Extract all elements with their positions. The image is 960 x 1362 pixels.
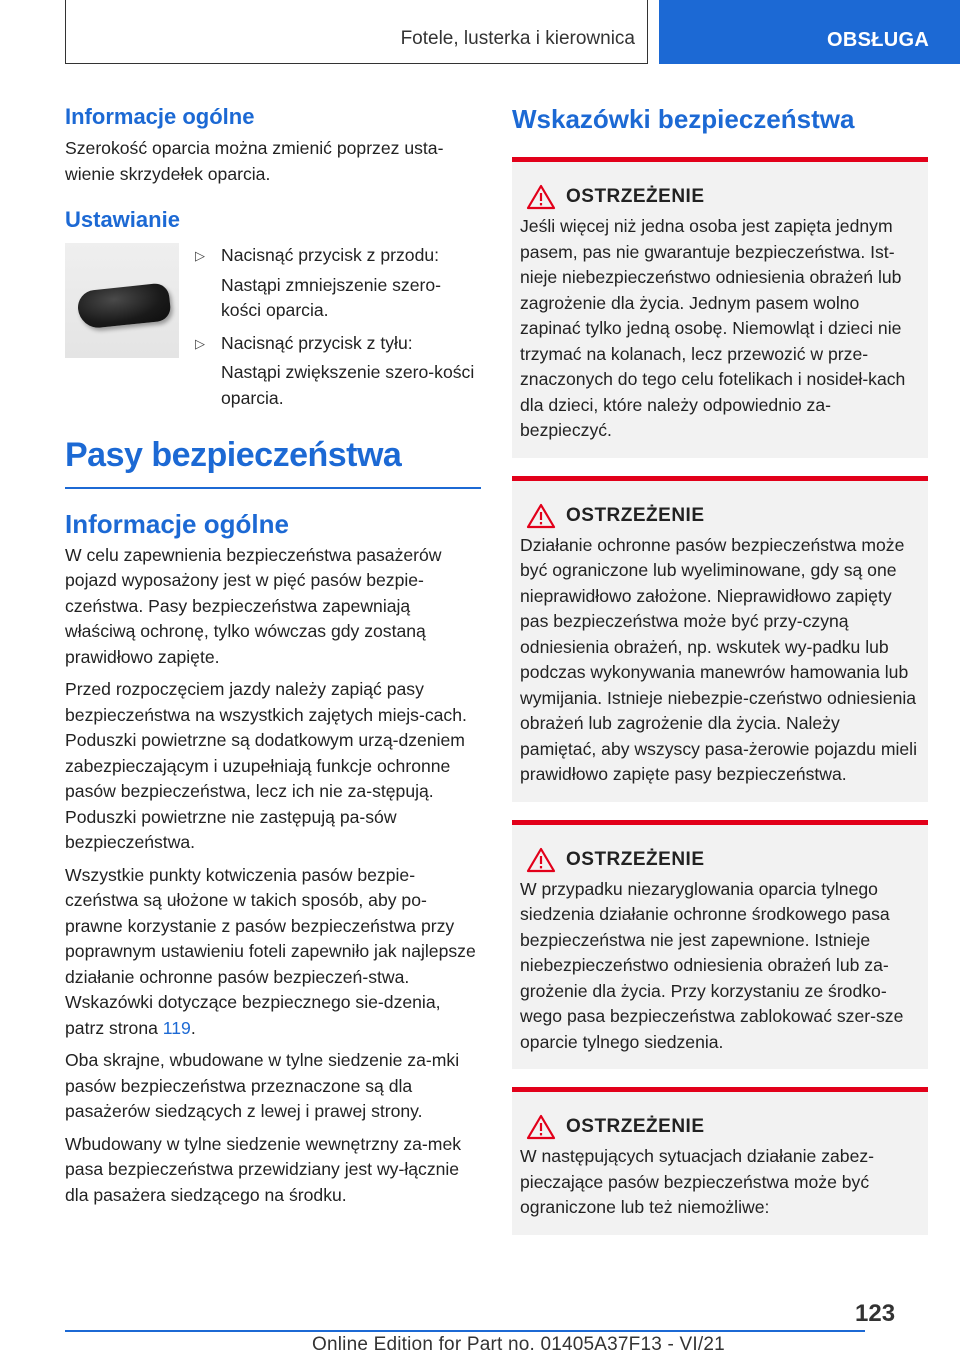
warning-title: OSTRZEŻENIE <box>566 186 705 207</box>
header-frame <box>65 0 648 64</box>
warning-text: Jeśli więcej niż jedna osoba jest zapięta jednym pasem, pas nie gwarantuje bezpieczeństwa. Ist-nieje niebezpieczeństwo odniesienia obrażeń lub zagrożenie dla życia. Jednym pasem wolno zapinać tylko jedną osobę. Niemowląt i dzieci nie trzymać na kolanach, lecz przewozić w prze-znaczonych do tego celu fotelikach i nosideł-kach dla dzieci, które należy odpowiednio za-bezpieczyć. <box>520 216 906 440</box>
paragraph-with-link <box>65 863 478 1042</box>
step-marker-icon: ▷ <box>195 248 205 263</box>
chapter-title: Fotele, lusterka i kierownica <box>400 28 635 49</box>
heading-rule <box>65 487 481 489</box>
warning-text: Działanie ochronne pasów bezpieczeństwa może być ograniczone lub wyeliminowane, gdy są one nieprawidłowo założone. Nieprawidłowo zapięty pas bezpieczeństwa może być przy-czyną odniesienia obrażeń, np. wskutek wy-padku lub podczas wykonywania manewrów hamowania lub wymijania. Istnieje niebezpie-czeństwo odniesienia obrażeń lub zagrożenie dla życia. Należy pamiętać, aby wszyscy pasa-żerowie pojazdu mieli prawidłowo zapięte pasy bezpieczeństwa. <box>520 534 918 784</box>
warning-box <box>512 476 928 802</box>
left-column <box>65 104 478 1208</box>
edition-footer: Online Edition for Part no. 01405A37F13 - VI/21 <box>312 1334 725 1355</box>
warning-title: OSTRZEŻENIE <box>566 1116 705 1137</box>
warning-title: OSTRZEŻENIE <box>566 504 705 526</box>
right-column <box>512 104 928 1235</box>
step-result: Nastąpi zwiększenie szero-kości oparcia. <box>221 362 475 408</box>
general-text: Szerokość oparcia można zmienić poprzez usta-wienie skrzydełek oparcia. <box>65 138 444 184</box>
page-link[interactable]: 119 <box>162 1017 191 1038</box>
section-tab-label: OBSŁUGA <box>827 29 930 51</box>
paragraph: Przed rozpoczęciem jazdy należy zapiąć pasy bezpieczeństwa na wszystkich zajętych miejs-cach. Poduszki powietrzne są dodatkowym urzą-dzeniem zabezpieczającym i uzupełniają funkcje ochronne pasów bezpieczeństwa, lecz ich nie za-stępują. Poduszki powietrzne nie zastępują pa-sów bezpieczeństwa. <box>65 679 467 852</box>
warning-triangle-icon <box>526 503 556 529</box>
belts-heading: Pasy bezpieczeństwa <box>65 436 402 474</box>
backrest-width-button-icon <box>76 282 171 329</box>
warning-triangle-icon <box>526 1114 556 1140</box>
general-heading: Informacje ogólne <box>65 104 255 129</box>
paragraph-text: . <box>190 1017 196 1038</box>
warning-header <box>520 184 920 210</box>
step-result: Nastąpi zmniejszenie szero-kości oparcia. <box>221 274 442 320</box>
warning-text: W następujących sytuacjach działanie zabez-pieczające pasów bezpieczeństwa może być ograniczone lub też niemożliwe: <box>520 1146 875 1217</box>
paragraph: Wbudowany w tylne siedzenie wewnętrzny za-mek pasa bezpieczeństwa przewidziany jest wy-łącznie dla pasażera siedzącego na środku. <box>65 1133 462 1205</box>
adjust-heading: Ustawianie <box>65 207 180 232</box>
adjust-steps <box>193 243 478 411</box>
step-action: Nacisnąć przycisk z tyłu: <box>221 332 413 353</box>
adjust-section <box>65 243 478 423</box>
section-tab <box>659 0 960 64</box>
warning-header <box>520 1114 920 1140</box>
paragraph-text: Wszystkie punkty kotwiczenia pasów bezpie-czeństwa są ułożone w takich sposób, aby po-prawne korzystanie z pasów bezpieczeństwa przy poprawnym ustawieniu foteli zapewniło jak najlepsze działanie ochronne pasów bezpieczeń-stwa. Wskazówki dotyczące bezpiecznego sie-dzenia, patrz strona <box>65 864 476 1038</box>
warning-header <box>520 847 920 873</box>
warning-box <box>512 157 928 458</box>
footer-rule <box>65 1330 865 1332</box>
step-marker-icon: ▷ <box>195 335 205 351</box>
paragraph: W celu zapewnienia bezpieczeństwa pasażerów pojazd wyposażony jest w pięć pasów bezpie-czeństwa. Pasy bezpieczeństwa zapewniają właściwą ochronę, tylko wówczas gdy zostaną prawidłowo zapięte. <box>65 544 442 667</box>
step-front <box>193 243 478 324</box>
paragraph: Oba skrajne, wbudowane w tylne siedzenie za-mki pasów bezpieczeństwa przeznaczone są dla pasażerów siedzących z lewej i prawej strony. <box>65 1050 460 1121</box>
width-button-image <box>65 243 179 358</box>
safety-heading: Wskazówki bezpieczeństwa <box>512 104 855 134</box>
warning-triangle-icon <box>526 847 556 873</box>
step-action: Nacisnąć przycisk z przodu: <box>221 245 440 265</box>
warning-text: W przypadku niezaryglowania oparcia tylnego siedzenia działanie ochronne środkowego pasa bezpieczeństwa nie jest zapewnione. Istnieje niebezpieczeństwo odniesienia obrażeń lub za-grożenie dla życia. Przy korzystaniu ze środko-wego pasa bezpieczeństwa zablokować szer-sze oparcie tylnego siedzenia. <box>520 878 904 1052</box>
step-rear <box>193 331 478 412</box>
warning-header <box>520 503 920 529</box>
warning-title: OSTRZEŻENIE <box>566 848 705 870</box>
page-number: 123 <box>855 1300 896 1327</box>
warning-box <box>512 1087 928 1235</box>
warning-box <box>512 820 928 1070</box>
warning-triangle-icon <box>526 184 556 210</box>
belts-general-heading: Informacje ogólne <box>65 508 289 539</box>
